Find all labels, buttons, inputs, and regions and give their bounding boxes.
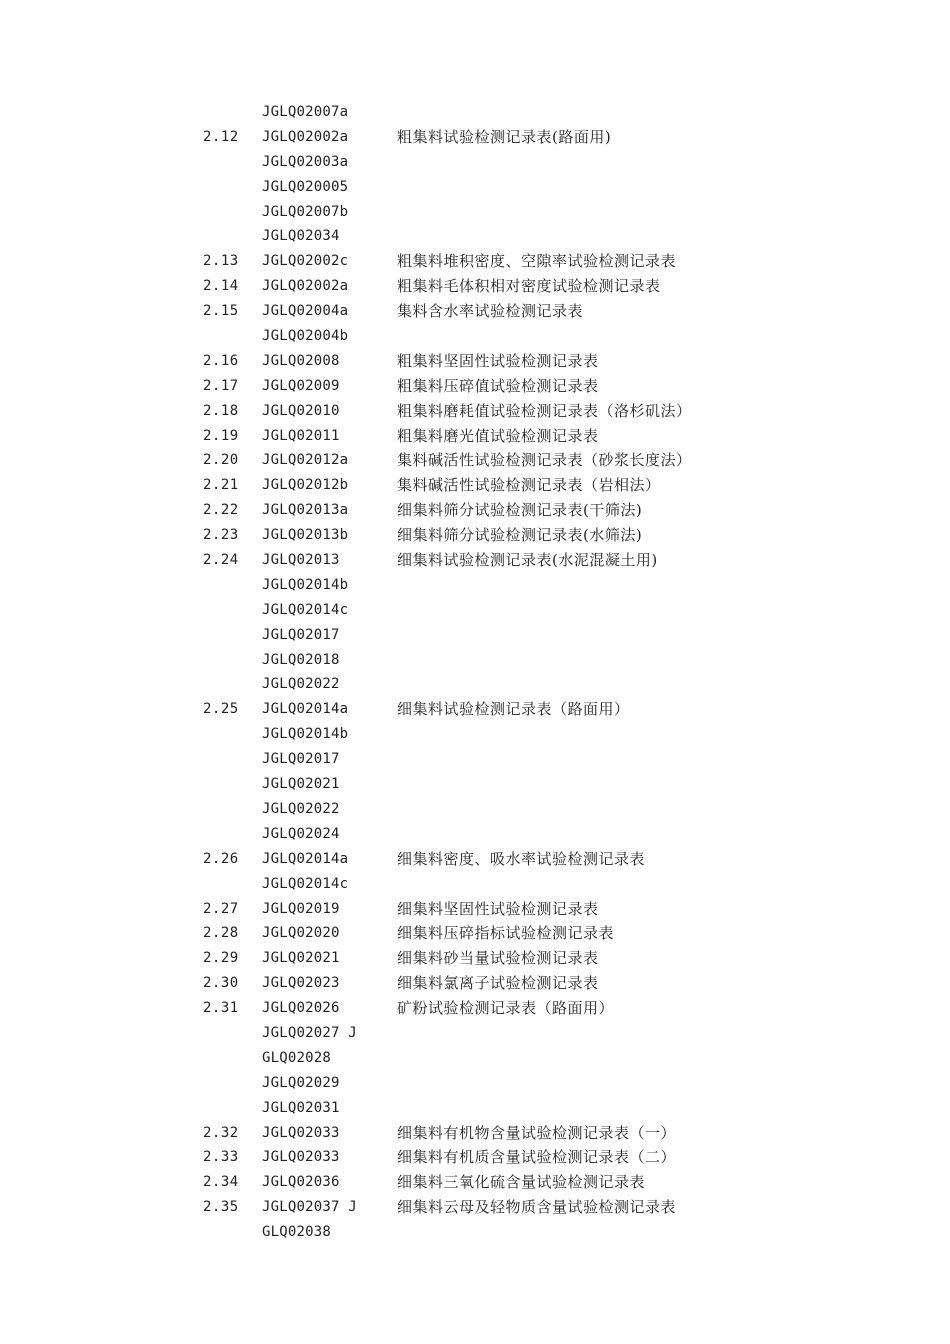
form-title: 细集料试验检测记录表（路面用） [397, 700, 630, 719]
form-code: JGLQ02014a [262, 850, 349, 867]
form-title: 粗集料坚固性试验检测记录表 [397, 351, 599, 370]
form-code: JGLQ02012a [262, 452, 349, 469]
form-code: JGLQ02029 [262, 1074, 340, 1091]
form-code: JGLQ02004a [262, 303, 349, 320]
form-code: JGLQ02014a [262, 701, 349, 718]
item-number: 2.20 [203, 452, 239, 469]
item-number: 2.23 [203, 527, 239, 544]
form-code: JGLQ02012b [262, 477, 349, 494]
form-title: 粗集料磨光值试验检测记录表 [397, 426, 599, 445]
item-number: 2.12 [203, 128, 239, 145]
item-number: 2.19 [203, 427, 239, 444]
item-number: 2.22 [203, 502, 239, 519]
form-title: 细集料三氧化硫含量试验检测记录表 [397, 1173, 646, 1192]
form-title: 细集料压碎指标试验检测记录表 [397, 924, 615, 943]
form-code: JGLQ02033 [262, 1124, 340, 1141]
list-item [0, 1046, 950, 1071]
record-form-index [0, 100, 950, 1245]
list-item [0, 921, 950, 946]
item-number: 2.31 [203, 1000, 239, 1017]
list-item [0, 722, 950, 747]
form-code: JGLQ02017 [262, 626, 340, 643]
form-code: GLQ02038 [262, 1224, 332, 1241]
item-number: 2.21 [203, 477, 239, 494]
form-title: 集料含水率试验检测记录表 [397, 302, 584, 321]
form-title: 细集料试验检测记录表(水泥混凝土用) [397, 551, 658, 570]
form-title: 细集料氯离子试验检测记录表 [397, 974, 599, 993]
item-number: 2.34 [203, 1174, 239, 1191]
list-item [0, 523, 950, 548]
list-item [0, 623, 950, 648]
form-code: JGLQ02021 [262, 950, 340, 967]
form-title: 细集料砂当量试验检测记录表 [397, 949, 599, 968]
list-item [0, 498, 950, 523]
list-item [0, 1121, 950, 1146]
list-item [0, 971, 950, 996]
form-code: JGLQ02024 [262, 825, 340, 842]
form-code: JGLQ02007a [262, 104, 349, 120]
item-number: 2.32 [203, 1124, 239, 1141]
form-code: JGLQ02037 J [262, 1199, 357, 1216]
form-code: JGLQ02009 [262, 377, 340, 394]
form-code: JGLQ02026 [262, 1000, 340, 1017]
list-item [0, 150, 950, 175]
form-title: 细集料有机质含量试验检测记录表（二） [397, 1148, 677, 1167]
list-item [0, 1071, 950, 1096]
form-code: JGLQ02018 [262, 651, 340, 668]
form-code: JGLQ02014b [262, 576, 349, 593]
form-title: 细集料坚固性试验检测记录表 [397, 899, 599, 918]
form-code: JGLQ02011 [262, 427, 340, 444]
form-title: 细集料有机物含量试验检测记录表（一） [397, 1123, 677, 1142]
list-item [0, 424, 950, 449]
form-title: 粗集料压碎值试验检测记录表 [397, 376, 599, 395]
list-item [0, 797, 950, 822]
item-number: 2.33 [203, 1149, 239, 1166]
list-item [0, 374, 950, 399]
form-code: JGLQ02021 [262, 776, 340, 793]
form-code: JGLQ02013b [262, 527, 349, 544]
item-number: 2.35 [203, 1199, 239, 1216]
item-number: 2.24 [203, 552, 239, 569]
list-item [0, 672, 950, 697]
list-item [0, 473, 950, 498]
list-item [0, 548, 950, 573]
list-item [0, 946, 950, 971]
item-number: 2.26 [203, 850, 239, 867]
list-item [0, 822, 950, 847]
list-item [0, 648, 950, 673]
form-code: JGLQ02013a [262, 502, 349, 519]
item-number: 2.13 [203, 253, 239, 270]
list-item [0, 1096, 950, 1121]
list-item [0, 200, 950, 225]
list-item [0, 996, 950, 1021]
list-item [0, 1145, 950, 1170]
form-title: 细集料密度、吸水率试验检测记录表 [397, 849, 646, 868]
form-code: JGLQ02004b [262, 328, 349, 345]
list-item [0, 747, 950, 772]
list-item [0, 697, 950, 722]
item-number: 2.18 [203, 402, 239, 419]
form-title: 集料碱活性试验检测记录表（岩相法） [397, 476, 661, 495]
form-title: 集料碱活性试验检测记录表（砂浆长度法） [397, 451, 692, 470]
list-item [0, 1220, 950, 1245]
list-item [0, 299, 950, 324]
list-item [0, 847, 950, 872]
form-code: JGLQ02008 [262, 352, 340, 369]
form-code: JGLQ02034 [262, 228, 340, 245]
form-code: JGLQ020005 [262, 178, 349, 195]
list-item [0, 399, 950, 424]
form-code: JGLQ02002a [262, 128, 349, 145]
form-code: JGLQ02022 [262, 800, 340, 817]
list-item [0, 1021, 950, 1046]
form-title: 细集料筛分试验检测记录表(水筛法) [397, 526, 643, 545]
item-number: 2.16 [203, 352, 239, 369]
item-number: 2.30 [203, 975, 239, 992]
form-title: 粗集料毛体积相对密度试验检测记录表 [397, 277, 661, 296]
list-item [0, 772, 950, 797]
list-item [0, 249, 950, 274]
form-code: JGLQ02023 [262, 975, 340, 992]
form-code: JGLQ02014b [262, 726, 349, 743]
form-code: JGLQ02019 [262, 900, 340, 917]
form-code: JGLQ02010 [262, 402, 340, 419]
list-item [0, 448, 950, 473]
form-code: JGLQ02013 [262, 552, 340, 569]
form-code: JGLQ02031 [262, 1099, 340, 1116]
item-number: 2.27 [203, 900, 239, 917]
item-number: 2.14 [203, 278, 239, 295]
form-title: 细集料筛分试验检测记录表(干筛法) [397, 501, 643, 520]
form-title: 细集料云母及轻物质含量试验检测记录表 [397, 1198, 677, 1217]
list-item [0, 274, 950, 299]
list-item [0, 100, 950, 125]
list-item [0, 1195, 950, 1220]
list-item [0, 324, 950, 349]
form-code: JGLQ02017 [262, 751, 340, 768]
form-code: JGLQ02002c [262, 253, 349, 270]
list-item [0, 598, 950, 623]
form-code: JGLQ02020 [262, 925, 340, 942]
form-code: JGLQ02033 [262, 1149, 340, 1166]
list-item [0, 125, 950, 150]
form-code: JGLQ02022 [262, 676, 340, 693]
item-number: 2.28 [203, 925, 239, 942]
list-item [0, 872, 950, 897]
form-title: 粗集料试验检测记录表(路面用) [397, 127, 612, 146]
item-number: 2.17 [203, 377, 239, 394]
list-item [0, 573, 950, 598]
form-code: GLQ02028 [262, 1049, 332, 1066]
form-code: JGLQ02027 J [262, 1024, 357, 1041]
form-code: JGLQ02014c [262, 875, 349, 892]
form-code: JGLQ02036 [262, 1174, 340, 1191]
list-item [0, 175, 950, 200]
form-title: 矿粉试验检测记录表（路面用） [397, 999, 615, 1018]
form-code: JGLQ02014c [262, 601, 349, 618]
list-item [0, 224, 950, 249]
item-number: 2.15 [203, 303, 239, 320]
item-number: 2.29 [203, 950, 239, 967]
item-number: 2.25 [203, 701, 239, 718]
list-item [0, 1170, 950, 1195]
form-code: JGLQ02003a [262, 153, 349, 170]
form-code: JGLQ02007b [262, 203, 349, 220]
form-code: JGLQ02002a [262, 278, 349, 295]
list-item [0, 349, 950, 374]
form-title: 粗集料磨耗值试验检测记录表（洛杉矶法） [397, 401, 692, 420]
form-title: 粗集料堆积密度、空隙率试验检测记录表 [397, 252, 677, 271]
list-item [0, 897, 950, 922]
